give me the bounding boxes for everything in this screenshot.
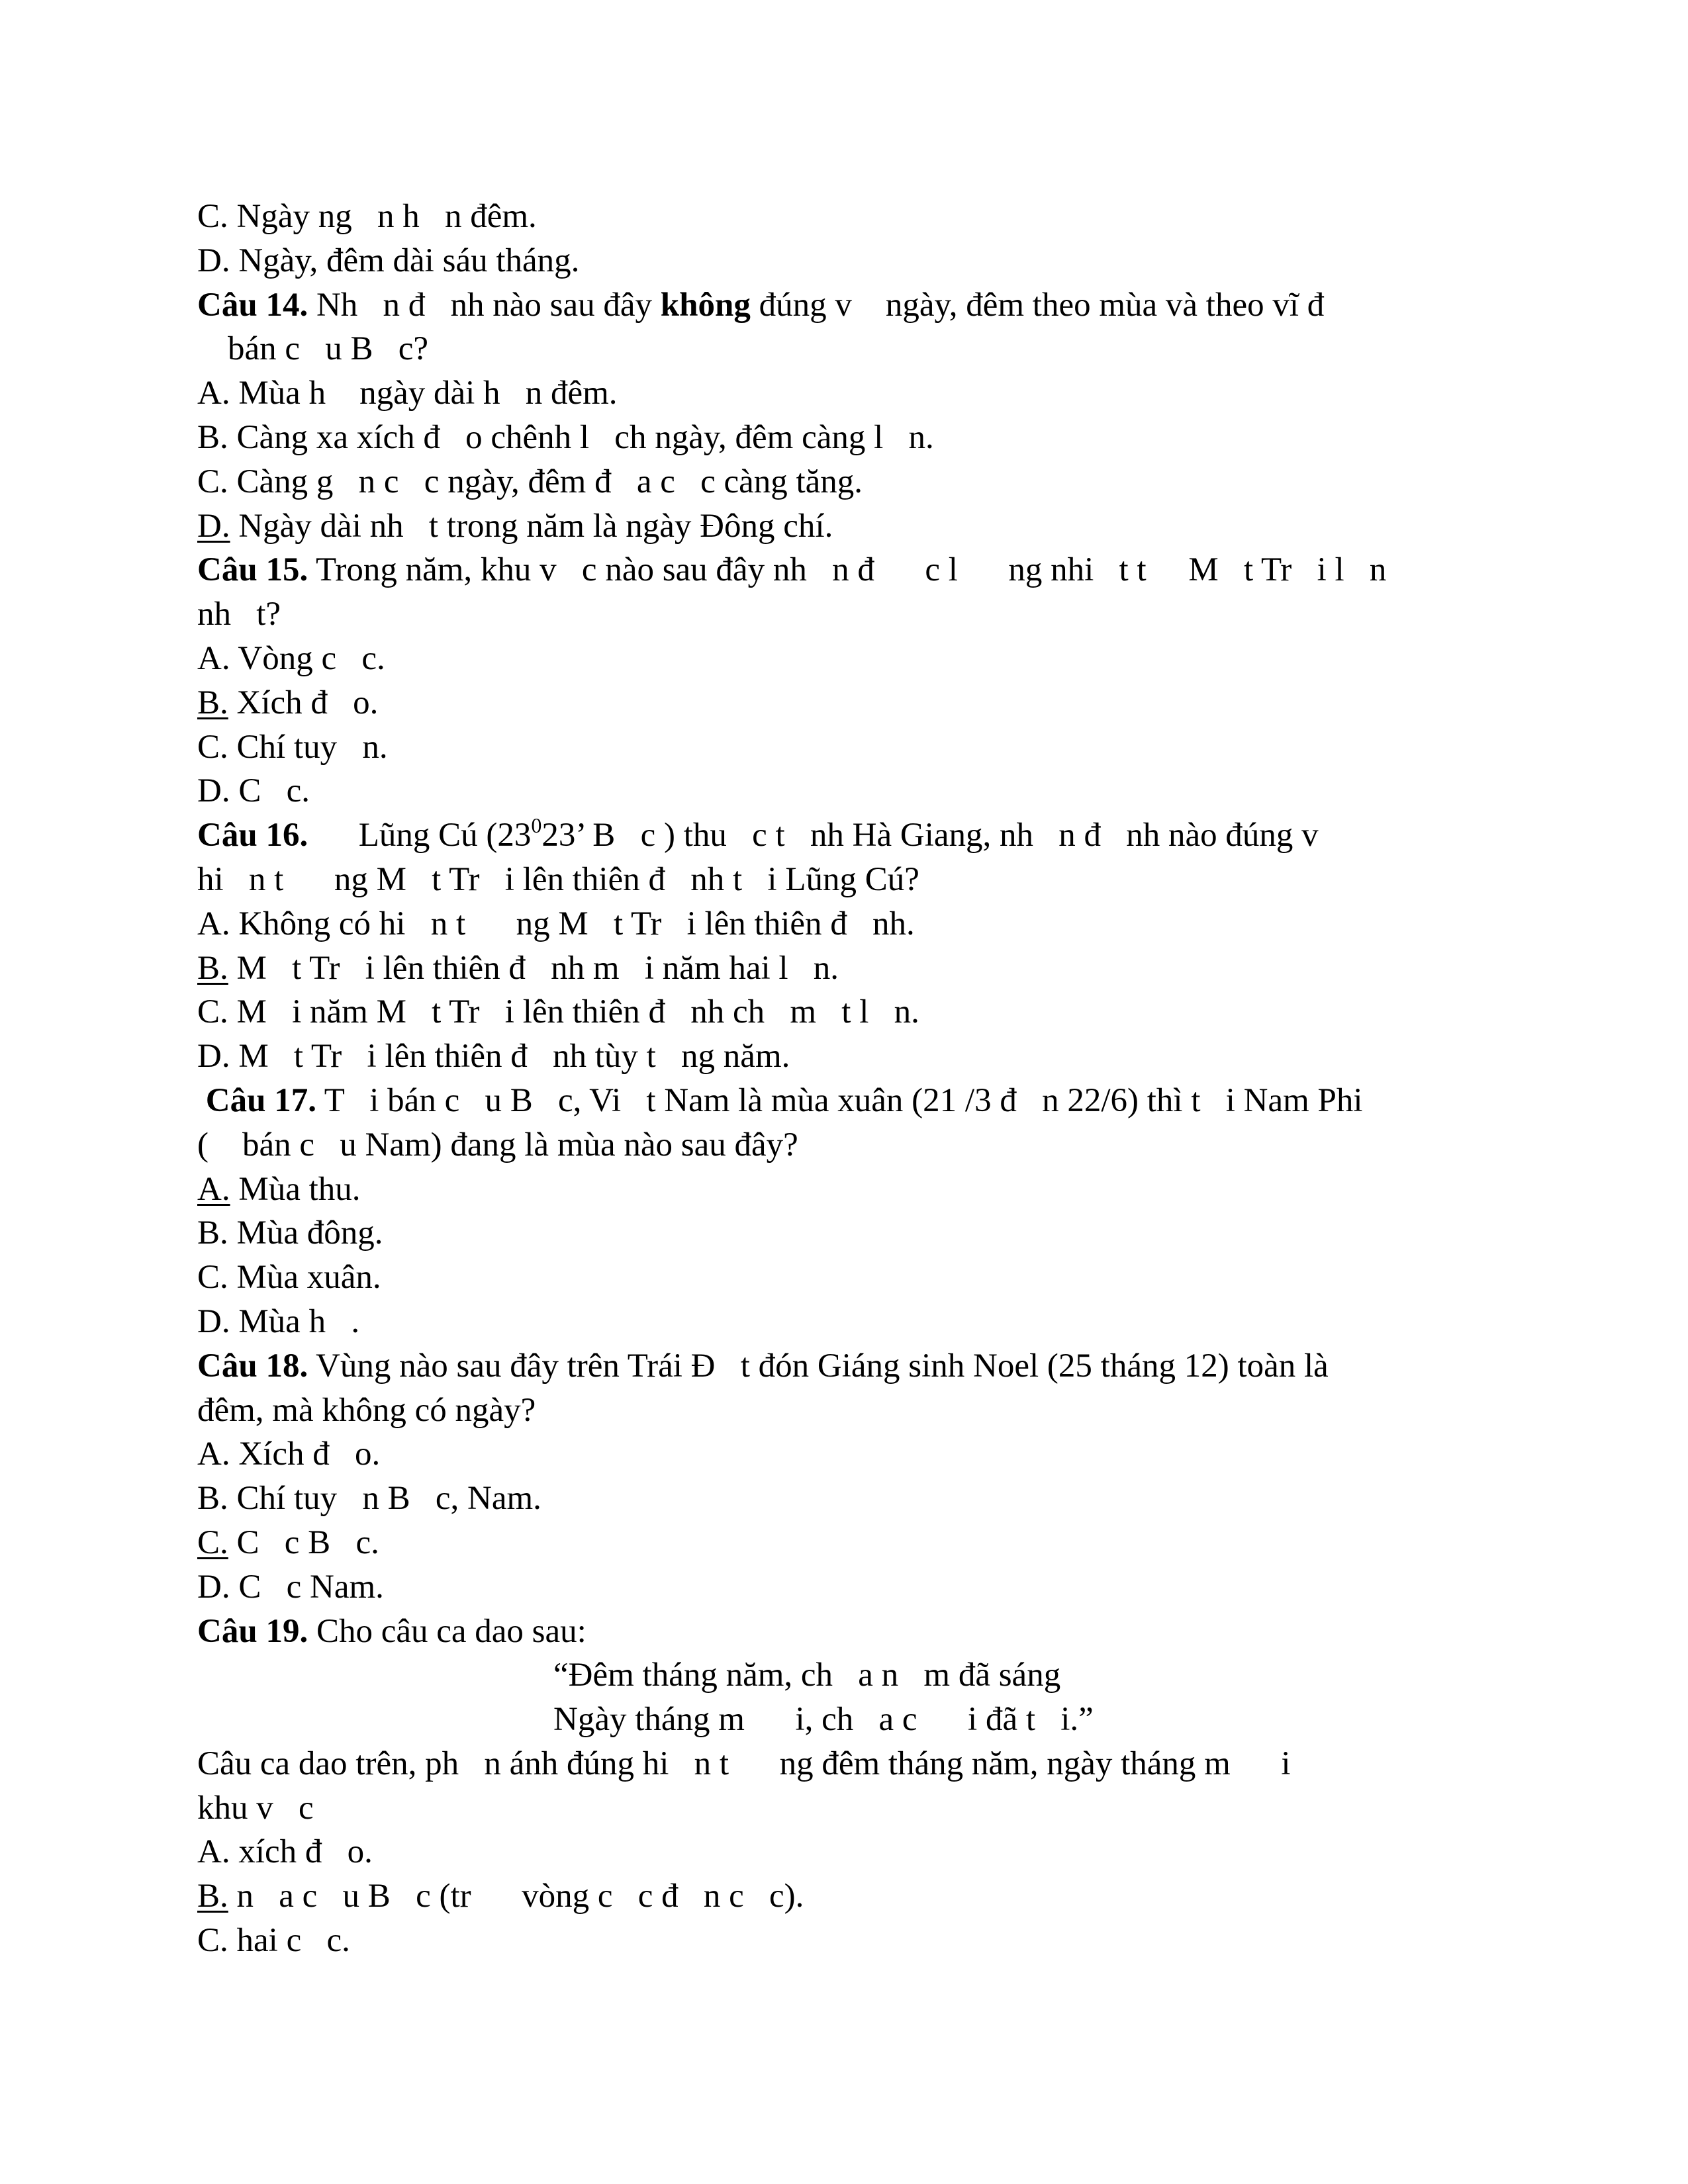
text-run: C. Chí tuy n. [197,728,388,766]
text-run: đúng v ngày, đêm theo mùa và theo vĩ đ [750,286,1325,324]
text-run: D. Ngày, đêm dài sáu tháng. [197,242,580,279]
line-q14 [197,283,1495,328]
text-run: bán c u B c? [228,330,429,368]
text-run: C. Càng g n c c ngày, đêm đ a c c càng tăng. [197,463,863,500]
text-run: đêm, mà không có ngày? [197,1391,536,1429]
line-q14c [197,460,1495,504]
correct-answer-label: A. [197,1170,230,1208]
text-run: C. M i năm M t Tr i lên thiên đ nh ch m t l n. [197,993,919,1031]
line-q16d [197,1034,1495,1079]
question-label: Câu 15. [197,551,308,589]
line-q13c [197,195,1495,239]
text-run: D. M t Tr i lên thiên đ nh tùy t ng năm. [197,1038,790,1075]
correct-answer-label: B. [197,949,228,987]
line-q18-cont [197,1388,1495,1433]
line-q17b [197,1211,1495,1255]
line-q16 [197,813,1495,858]
correct-answer-label: B. [197,1878,228,1915]
text-run: B. Càng xa xích đ o chênh l ch ngày, đêm càng l n. [197,418,934,456]
line-q19 [197,1610,1495,1654]
text-run: D. C c. [197,772,310,810]
text-run: M t Tr i lên thiên đ nh m i năm hai l n. [228,949,839,987]
text-run: khu v c [197,1789,314,1827]
text-run: C. Mùa xuân. [197,1259,381,1297]
question-label: Câu 17. [197,1081,316,1119]
text-run: Trong năm, khu v c nào sau đây nh n đ c l ng nhi t t M t Tr i l n [308,551,1387,589]
correct-answer-label: B. [197,684,228,721]
text-run: D. Mùa h . [197,1302,360,1340]
text-run: Lũng Cú (23 [308,817,532,854]
text-run: A. xích đ o. [197,1833,373,1871]
question-label: Câu 16. [197,817,308,854]
question-label: Câu 18. [197,1347,308,1385]
line-q19c [197,1919,1495,1963]
line-q15c [197,725,1495,770]
line-q15-cont [197,592,1495,637]
question-label: Câu 19. [197,1612,308,1650]
line-q18a [197,1432,1495,1477]
line-q19-verse1 [197,1653,1495,1698]
text-run: A. Không có hi n t ng M t Tr i lên thiên đ nh. [197,905,915,942]
line-q16-cont [197,858,1495,902]
line-q15 [197,548,1495,592]
text-run: Ngày dài nh t trong năm là ngày Đông chí. [230,507,833,545]
line-q18 [197,1344,1495,1388]
correct-answer-label: D. [197,507,230,545]
text-run: hi n t ng M t Tr i lên thiên đ nh t i Lũng Cú? [197,860,919,898]
line-q18d [197,1565,1495,1610]
line-q14d [197,504,1495,549]
line-q19-text [197,1742,1495,1786]
text-run: Ngày tháng m i, ch a c i đã t i.” [553,1701,1094,1739]
text-run: Câu ca dao trên, ph n ánh đúng hi n t ng đêm tháng năm, ngày tháng m i [197,1745,1291,1782]
text-run: Nh n đ nh nào sau đây [308,286,661,324]
correct-answer-label: C. [197,1524,228,1561]
text-run: A. Xích đ o. [197,1435,381,1473]
text-run: A. Vòng c c. [197,639,385,677]
text-run: “Đêm tháng năm, ch a n m đã sáng [553,1657,1061,1694]
line-q14b [197,416,1495,460]
text-run: C c B c. [228,1524,379,1561]
line-q16b [197,946,1495,991]
text-run: ( bán c u Nam) đang là mùa nào sau đây? [197,1126,798,1163]
text-run: nh t? [197,596,281,633]
text-run: A. Mùa h ngày dài h n đêm. [197,375,618,412]
line-q14-cont [197,327,1495,371]
line-q16a [197,902,1495,946]
line-q19a [197,1830,1495,1874]
text-run: C. hai c c. [197,1922,350,1960]
line-q14a [197,371,1495,416]
question-label: Câu 14. [197,286,308,324]
text-run: T i bán c u B c, Vi t Nam là mùa xuân (21 /3 đ n 22/6) thì t i Nam Phi [316,1081,1363,1119]
text-run: 23’ B c ) thu c t nh Hà Giang, nh n đ nh nào đúng v [541,817,1319,854]
line-q17c [197,1255,1495,1300]
line-q13d [197,239,1495,283]
text-run: D. C c Nam. [197,1568,384,1606]
line-q17a [197,1167,1495,1212]
degree-superscript: 0 [531,813,542,838]
document-page [197,195,1495,1963]
line-q17 [197,1079,1495,1123]
text-run: C. Ngày ng n h n đêm. [197,198,537,235]
text-run: Xích đ o. [228,684,379,721]
text-run: Cho câu ca dao sau: [308,1612,586,1650]
question-label: không [660,286,751,324]
line-q19-verse2 [197,1698,1495,1742]
line-q17-cont [197,1123,1495,1167]
text-run: B. Chí tuy n B c, Nam. [197,1480,541,1518]
text-run: B. Mùa đông. [197,1214,383,1252]
line-q19b [197,1874,1495,1919]
line-q18c [197,1521,1495,1565]
line-q15d [197,769,1495,813]
line-q15a [197,637,1495,681]
text-run: Mùa thu. [230,1170,361,1208]
line-q16c [197,990,1495,1034]
line-q18b [197,1477,1495,1521]
text-run: Vùng nào sau đây trên Trái Đ t đón Giáng sinh Noel (25 tháng 12) toàn là [308,1347,1329,1385]
line-q17d [197,1300,1495,1344]
text-run: n a c u B c (tr vòng c c đ n c c). [228,1878,804,1915]
line-q19-text-cont [197,1786,1495,1831]
line-q15b [197,681,1495,725]
